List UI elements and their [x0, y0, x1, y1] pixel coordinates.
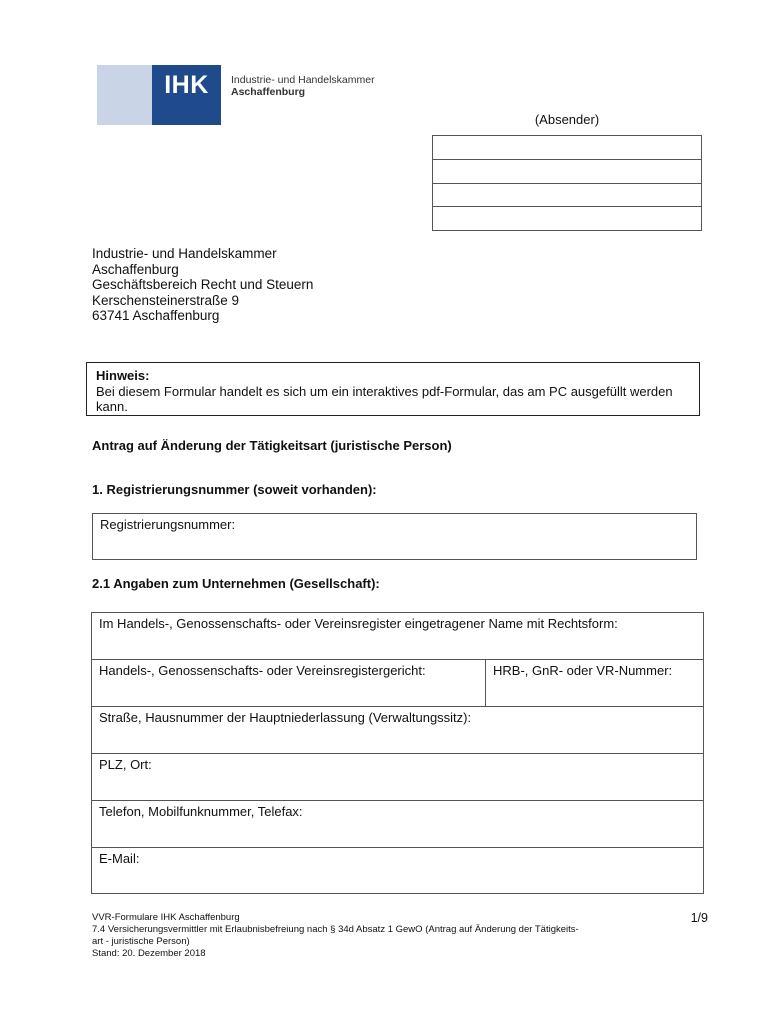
logo-line-1: Industrie- und Handelskammer: [231, 74, 375, 86]
form-title: Antrag auf Änderung der Tätigkeitsart (juristische Person): [92, 438, 452, 453]
notice-text: Bei diesem Formular handelt es sich um ein interaktives pdf-Formular, das am PC ausgefüllt werden kann.: [96, 383, 673, 414]
city-label: PLZ, Ort:: [99, 757, 152, 772]
sender-line-3[interactable]: [433, 184, 701, 206]
phone-field[interactable]: [92, 801, 703, 848]
company-name-field[interactable]: [92, 613, 703, 660]
sender-label: (Absender): [534, 112, 600, 127]
recipient-line: Industrie- und Handelskammer: [92, 246, 277, 261]
footer-line-4: Stand: 20. Dezember 2018: [92, 948, 206, 959]
section-1-heading: 1. Registrierungsnummer (soweit vorhanden):: [92, 482, 377, 497]
email-field[interactable]: [92, 848, 703, 893]
recipient-line: Geschäftsbereich Recht und Steuern: [92, 277, 314, 292]
footer-line-1: VVR-Formulare IHK Aschaffenburg: [92, 912, 240, 923]
logo-mark: IHK: [164, 71, 209, 99]
notice-title: Hinweis:: [96, 368, 150, 383]
logo-line-2: Aschaffenburg: [231, 86, 306, 98]
phone-label: Telefon, Mobilfunknummer, Telefax:: [99, 804, 303, 819]
register-number-field[interactable]: [486, 660, 703, 706]
register-court-label: Handels-, Genossenschafts- oder Vereinsregistergericht:: [99, 663, 426, 678]
email-label: E-Mail:: [99, 851, 140, 866]
sender-line-2[interactable]: [433, 160, 701, 183]
sender-line-1[interactable]: [433, 136, 701, 159]
company-form: [91, 612, 704, 894]
page-footer: [92, 912, 708, 960]
street-field[interactable]: [92, 707, 703, 754]
recipient-address: [92, 246, 313, 324]
city-field[interactable]: [92, 754, 703, 801]
registration-number-label: Registrierungsnummer:: [100, 517, 236, 532]
recipient-line: 63741 Aschaffenburg: [92, 308, 220, 323]
ihk-logo: [97, 65, 397, 125]
street-label: Straße, Hausnummer der Hauptniederlassung (Verwaltungssitz):: [99, 710, 472, 725]
recipient-line: Kerschensteinerstraße 9: [92, 292, 240, 308]
footer-line-2: 7.4 Versicherungsvermittler mit Erlaubnisbefreiung nach § 34d Absatz 1 GewO (Antrag auf Änderung der Tätigkeits-: [92, 924, 579, 935]
register-row: [92, 660, 703, 707]
sender-box: [432, 135, 702, 231]
recipient-line: Aschaffenburg: [92, 261, 179, 277]
registration-number-field[interactable]: [92, 513, 697, 560]
footer-line-3: art - juristische Person): [92, 936, 190, 947]
logo-light-block: [97, 65, 152, 125]
page-number: 1/9: [690, 911, 708, 925]
register-court-field[interactable]: [92, 660, 486, 706]
section-2-1-heading: 2.1 Angaben zum Unternehmen (Gesellschaft):: [92, 576, 380, 591]
register-number-label: HRB-, GnR- oder VR-Nummer:: [493, 663, 673, 678]
notice-box: [86, 362, 700, 416]
company-name-label: Im Handels-, Genossenschafts- oder Vereinsregister eingetragener Name mit Rechtsform:: [99, 616, 618, 631]
sender-line-4[interactable]: [433, 207, 701, 229]
